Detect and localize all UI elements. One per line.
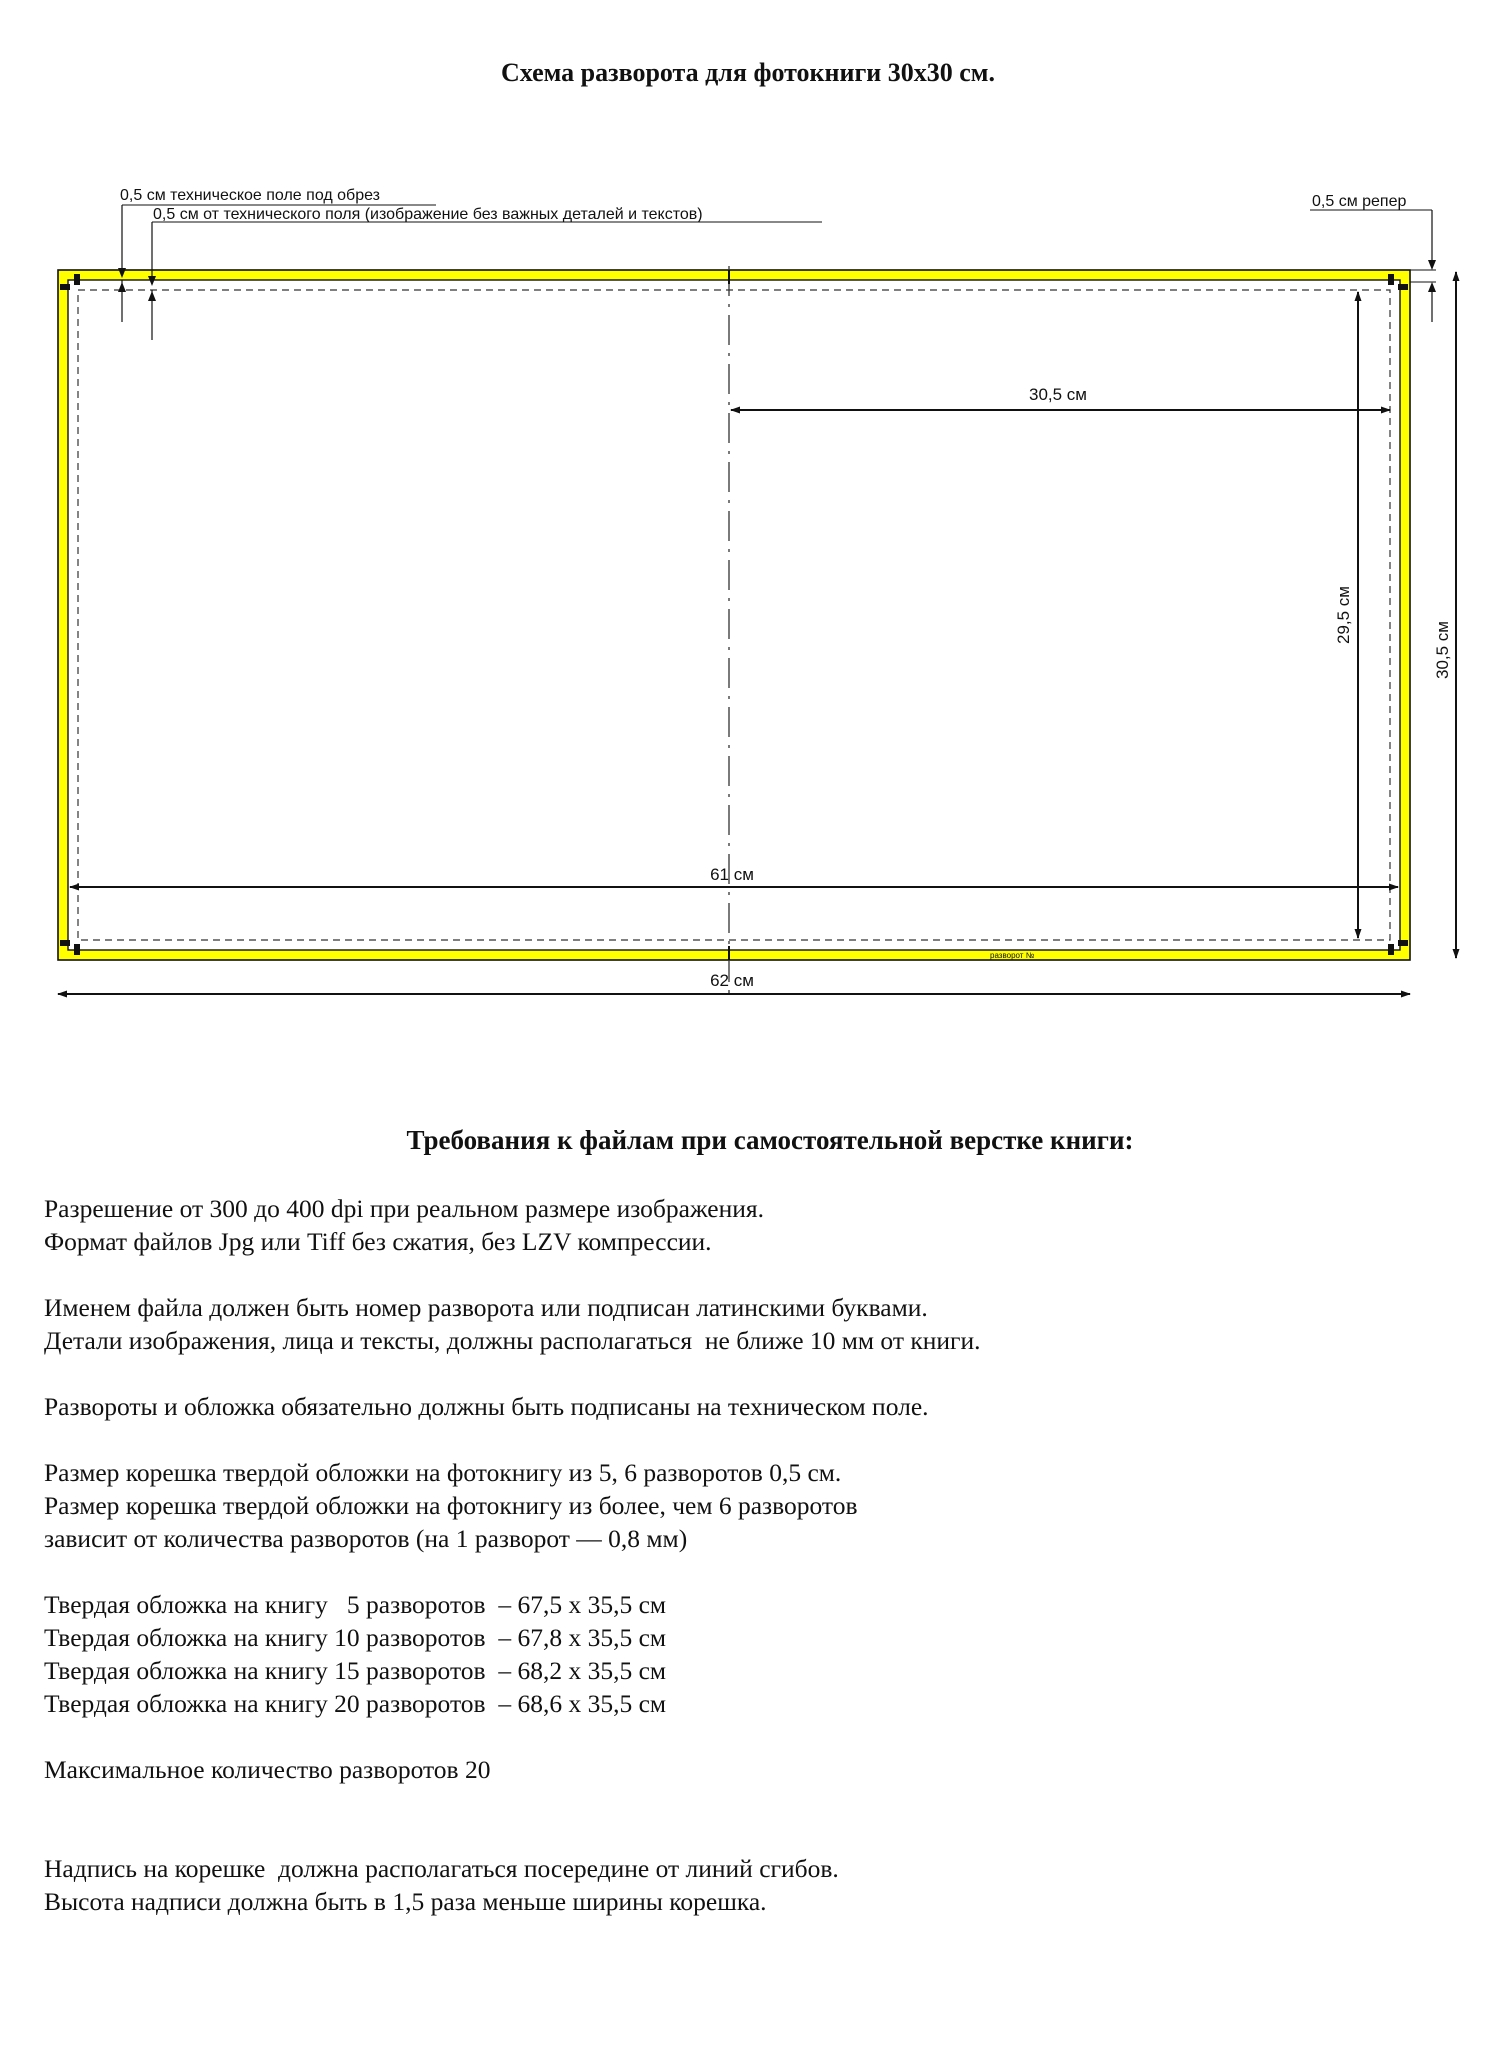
bleed-band (58, 270, 1410, 960)
reper-arrow-down (1428, 260, 1436, 270)
label-safe: 0,5 см от технического поля (изображение без важных деталей и текстов) (153, 206, 703, 223)
req-line: Разрешение от 300 до 400 dpi при реальном размере изображения. (44, 1194, 764, 1223)
requirements-title: Требования к файлам при самостоятельной верстке книги: (406, 1125, 1134, 1155)
req-line: Твердая обложка на книгу 20 разворотов – 68,6 х 35,5 см (44, 1689, 667, 1718)
spacer (44, 1423, 1464, 1456)
req-line: Развороты и обложка обязательно должны быть подписаны на техническом поле. (44, 1392, 929, 1421)
safe-arrow-up (148, 291, 156, 301)
spread-tag: разворот № (990, 951, 1035, 960)
bleed-arrow-up (118, 282, 126, 292)
dim-outer-height: 30,5 см (1433, 621, 1452, 679)
req-line: Твердая обложка на книгу 15 разворотов – 68,2 х 35,5 см (44, 1656, 667, 1685)
spacer (44, 1555, 1464, 1588)
req-line: Надпись на корешке должна располагаться посередине от линий сгибов. (44, 1854, 839, 1883)
cut-line (68, 280, 1400, 950)
req-line: зависит от количества разворотов (на 1 разворот — 0,8 мм) (44, 1524, 688, 1553)
spacer (44, 1720, 1464, 1753)
dim-page-width: 30,5 см (1029, 385, 1087, 404)
req-line: Формат файлов Jpg или Tiff без сжатия, без LZV компрессии. (44, 1227, 712, 1256)
req-line: Высота надписи должна быть в 1,5 раза меньше ширины корешка. (44, 1887, 767, 1916)
reper-marks (60, 274, 1408, 955)
req-line: Размер корешка твердой обложки на фотокнигу из более, чем 6 разворотов (44, 1491, 858, 1520)
label-reper: 0,5 см репер (1312, 193, 1407, 210)
req-line: Именем файла должен быть номер разворота или подписан латинскими буквами. (44, 1293, 928, 1322)
req-line: Твердая обложка на книгу 10 разворотов – 67,8 х 35,5 см (44, 1623, 667, 1652)
outer-border (58, 270, 1410, 960)
dim-spread-width: 61 см (710, 865, 754, 884)
spacer (44, 1357, 1464, 1390)
req-line: Максимальное количество разворотов 20 (44, 1755, 491, 1784)
req-line: Твердая обложка на книгу 5 разворотов – 67,5 х 35,5 см (44, 1590, 667, 1619)
spread-diagram (0, 170, 1496, 1020)
dim-inner-height: 29,5 см (1334, 586, 1353, 644)
safe-arrow-down (148, 276, 156, 286)
spacer (44, 1786, 1464, 1852)
label-bleed: 0,5 см техническое поле под обрез (120, 187, 380, 204)
page-title: Схема разворота для фотокниги 30х30 см. (500, 58, 996, 87)
requirements-body (44, 1192, 1464, 1918)
spacer (44, 1258, 1464, 1291)
req-line: Детали изображения, лица и тексты, должны располагаться не ближе 10 мм от книги. (44, 1326, 981, 1355)
safe-zone (78, 290, 1390, 940)
reper-arrow-up (1428, 282, 1436, 292)
req-line: Размер корешка твердой обложки на фотокнигу из 5, 6 разворотов 0,5 см. (44, 1458, 842, 1487)
dim-total-width: 62 см (710, 971, 754, 990)
